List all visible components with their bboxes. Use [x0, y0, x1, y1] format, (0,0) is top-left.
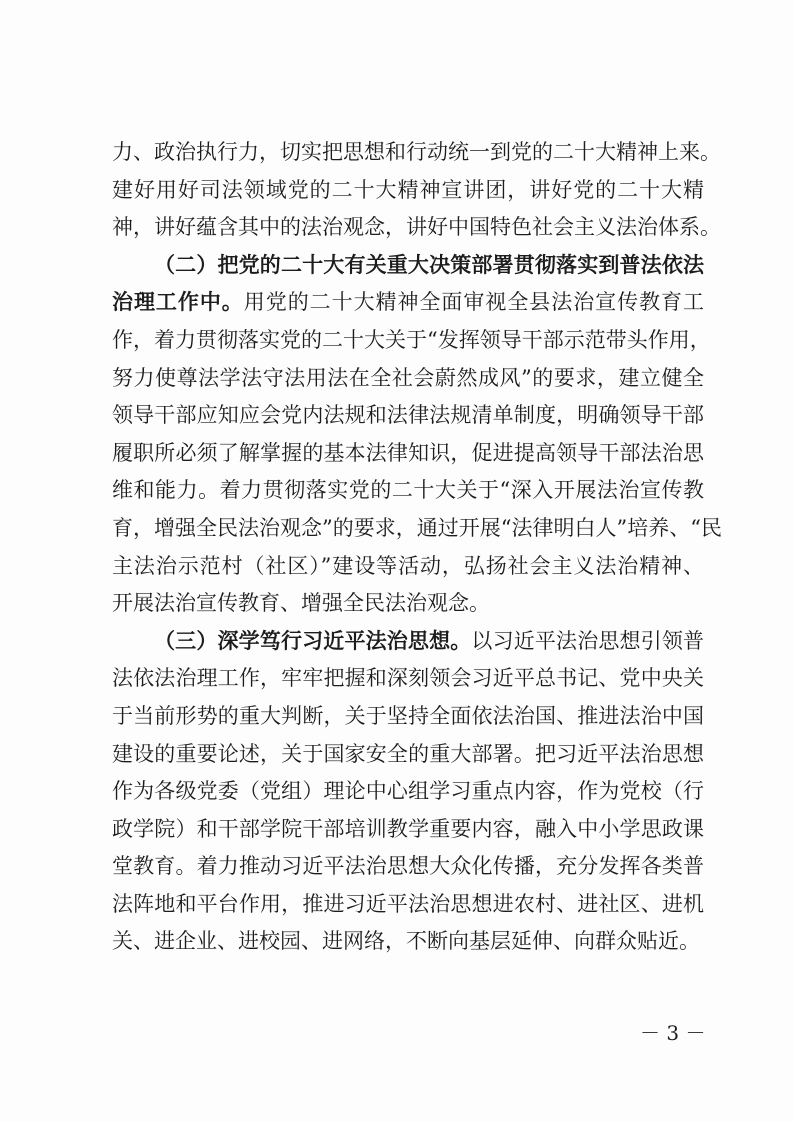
text-line: 法阵地和平台作用，推进习近平法治思想进农村、进社区、进机 — [112, 891, 704, 916]
text-line: 神，讲好蕴含其中的法治观念，讲好中国特色社会主义法治体系。 — [112, 215, 721, 240]
text-line: 于当前形势的重大判断，关于坚持全面依法治国、推进法治中国 — [112, 703, 704, 728]
section-heading-2-cont: 治理工作中。 — [112, 290, 244, 315]
paragraph-section-3 — [112, 623, 704, 961]
text-line: 作为各级党委（党组）理论中心组学习重点内容，作为党校（行 — [112, 779, 704, 804]
section-heading-2: （二）把党的二十大有关重大决策部署贯彻落实到普法依法 — [154, 252, 704, 277]
text-line: 法依法治理工作，牢牢把握和深刻领会习近平总书记、党中央关 — [112, 666, 704, 691]
text-line: 主法治示范村（社区）”建设等活动，弘扬社会主义法治精神、 — [112, 553, 704, 578]
text-line: 力、政治执行力，切实把思想和行动统一到党的二十大精神上来。 — [112, 140, 721, 164]
page-number: － 3 － — [640, 1021, 706, 1045]
paragraph-section-2 — [112, 247, 722, 623]
text-line — [112, 284, 704, 322]
text-segment: 用党的二十大精神全面审视全县法治宣传教育工 — [243, 290, 705, 315]
text-segment: 以习近平法治思想引领普 — [471, 628, 705, 653]
text-line: 建好用好司法领域党的二十大精神宣讲团，讲好党的二十大精 — [112, 177, 704, 202]
text-line: 努力使尊法学法守法用法在全社会蔚然成风”的要求，建立健全 — [112, 365, 704, 390]
text-line — [112, 247, 704, 285]
text-line: 维和能力。着力贯彻落实党的二十大关于“深入开展法治宣传教 — [112, 478, 704, 503]
document-body — [112, 134, 722, 961]
section-heading-3: （三）深学笃行习近平法治思想。 — [154, 628, 472, 653]
text-line — [112, 623, 704, 661]
text-line: 政学院）和干部学院干部培训教学重要内容，融入中小学思政课 — [112, 816, 704, 841]
paragraph-continuation — [112, 134, 721, 247]
text-line: 堂教育。着力推动习近平法治思想大众化传播，充分发挥各类普 — [112, 854, 704, 879]
text-line: 开展法治宣传教育、增强全民法治观念。 — [112, 591, 490, 616]
text-line: 履职所必须了解掌握的基本法律知识，促进提高领导干部法治思 — [112, 440, 704, 465]
text-line: 领导干部应知应会党内法规和法律法规清单制度，明确领导干部 — [112, 403, 704, 428]
text-line: 育，增强全民法治观念”的要求，通过开展“法律明白人”培养、“民 — [112, 515, 722, 540]
text-line: 建设的重要论述，关于国家安全的重大部署。把习近平法治思想 — [112, 741, 704, 766]
text-line: 作，着力贯彻落实党的二十大关于“发挥领导干部示范带头作用， — [112, 327, 711, 352]
text-line: 关、进企业、进校园、进网络，不断向基层延伸、向群众贴近。 — [112, 929, 700, 954]
